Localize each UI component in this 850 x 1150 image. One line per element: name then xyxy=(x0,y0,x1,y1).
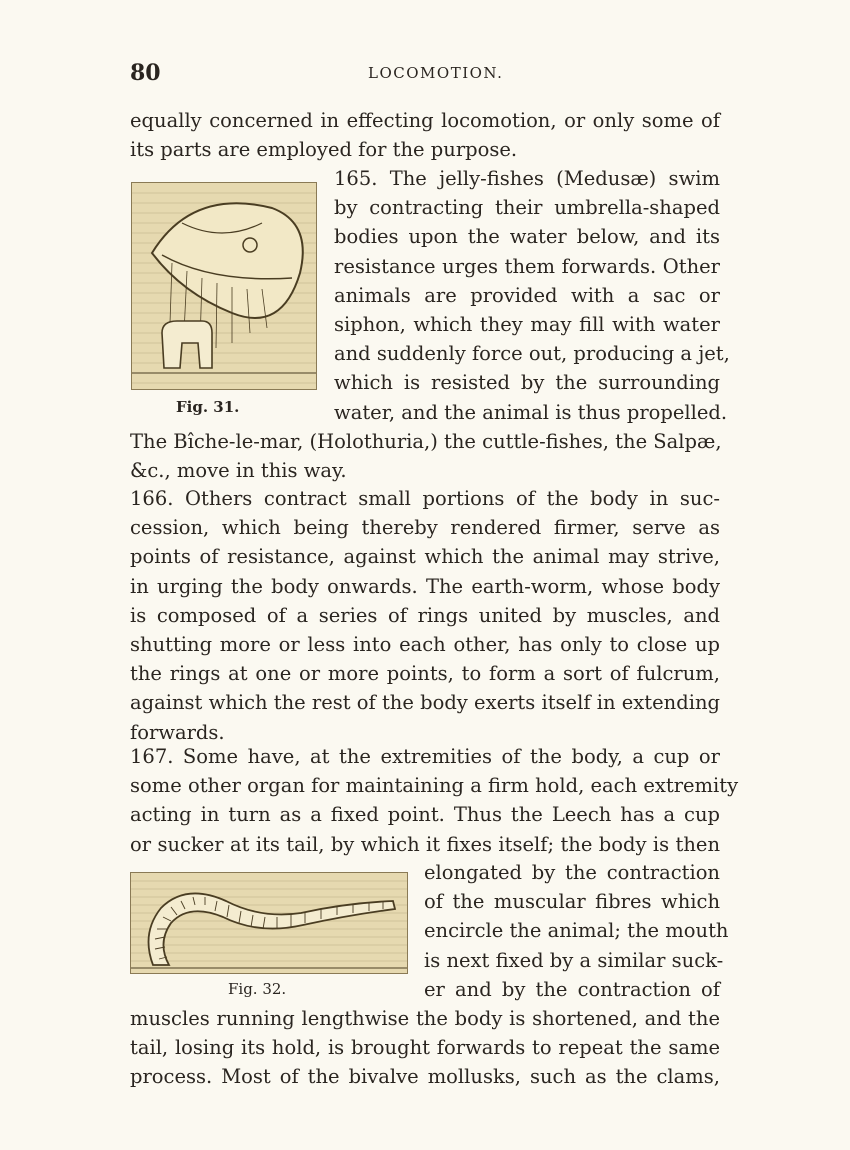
text-line: process. Most of the bivalve mollusks, such as the clams, xyxy=(130,1065,720,1089)
figure-32-leech-illustration xyxy=(130,872,408,974)
leech-drawing xyxy=(131,873,407,973)
running-head: LOCOMOTION. xyxy=(368,64,504,82)
text-line: er and by the contraction of xyxy=(424,977,720,1001)
paragraph-167-side xyxy=(424,858,729,1004)
figure-31-jellyfish-illustration xyxy=(131,182,317,390)
paragraph-continued xyxy=(130,106,720,164)
paragraph-167-end xyxy=(130,1004,720,1092)
text-line: some other organ for maintaining a firm hold, each extremity xyxy=(130,774,739,798)
page-number: 80 xyxy=(130,60,161,86)
text-line: is composed of a series of rings united by muscles, and xyxy=(130,603,720,627)
text-line: 166. Others contract small portions of the body in suc- xyxy=(130,487,720,510)
text-line: is next fixed by a similar suck- xyxy=(424,948,724,972)
text-line: acting in turn as a fixed point. Thus the Leech has a cup xyxy=(130,803,720,827)
text-line: siphon, which they may fill with water xyxy=(334,313,720,337)
text-line: its parts are employed for the purpose. xyxy=(130,138,518,162)
text-line: shutting more or less into each other, has only to close up xyxy=(130,633,720,657)
text-line: animals are provided with a sac or xyxy=(334,283,720,307)
page-header xyxy=(130,60,720,90)
paragraph-165-continued xyxy=(130,427,720,485)
jellyfish-drawing xyxy=(132,183,316,389)
text-line: which is resisted by the surrounding xyxy=(334,371,720,395)
text-line: bodies upon the water below, and its xyxy=(334,225,720,249)
figure-31-caption: Fig. 31. xyxy=(176,398,240,416)
text-line: of the muscular fibres which xyxy=(424,890,720,914)
text-line: &c., move in this way. xyxy=(130,459,347,483)
text-line: The Bîche-le-mar, (Holothuria,) the cuttle-fishes, the Salpæ, xyxy=(130,430,722,453)
text-line: cession, which being thereby rendered firmer, serve as xyxy=(130,516,720,540)
text-line: muscles running lengthwise the body is shortened, and the xyxy=(130,1007,720,1030)
text-line: resistance urges them forwards. Other xyxy=(334,254,720,278)
paragraph-167 xyxy=(130,742,739,859)
text-line: encircle the animal; the mouth xyxy=(424,919,729,943)
text-line: equally concerned in effecting locomotion, or only some of xyxy=(130,109,720,132)
text-line: or sucker at its tail, by which it fixes itself; the body is then xyxy=(130,832,720,856)
text-line: by contracting their umbrella-shaped xyxy=(334,196,720,220)
text-line: the rings at one or more points, to form a sort of fulcrum, xyxy=(130,662,720,686)
paragraph-166 xyxy=(130,484,720,747)
text-line: in urging the body onwards. The earth-worm, whose body xyxy=(130,574,720,598)
text-line: forwards. xyxy=(130,720,225,744)
text-line: 167. Some have, at the extremities of the body, a cup or xyxy=(130,745,720,768)
text-line: water, and the animal is thus propelled. xyxy=(334,400,728,424)
text-line: tail, losing its hold, is brought forwards to repeat the same xyxy=(130,1036,720,1060)
text-line: against which the rest of the body exerts itself in extending xyxy=(130,691,720,715)
text-line: points of resistance, against which the animal may strive, xyxy=(130,545,720,569)
text-line: 165. The jelly-fishes (Medusæ) swim xyxy=(334,167,720,190)
text-line: elongated by the contraction xyxy=(424,861,720,884)
paragraph-165 xyxy=(334,164,730,427)
figure-32-caption: Fig. 32. xyxy=(228,980,287,998)
text-line: and suddenly force out, producing a jet, xyxy=(334,342,730,366)
